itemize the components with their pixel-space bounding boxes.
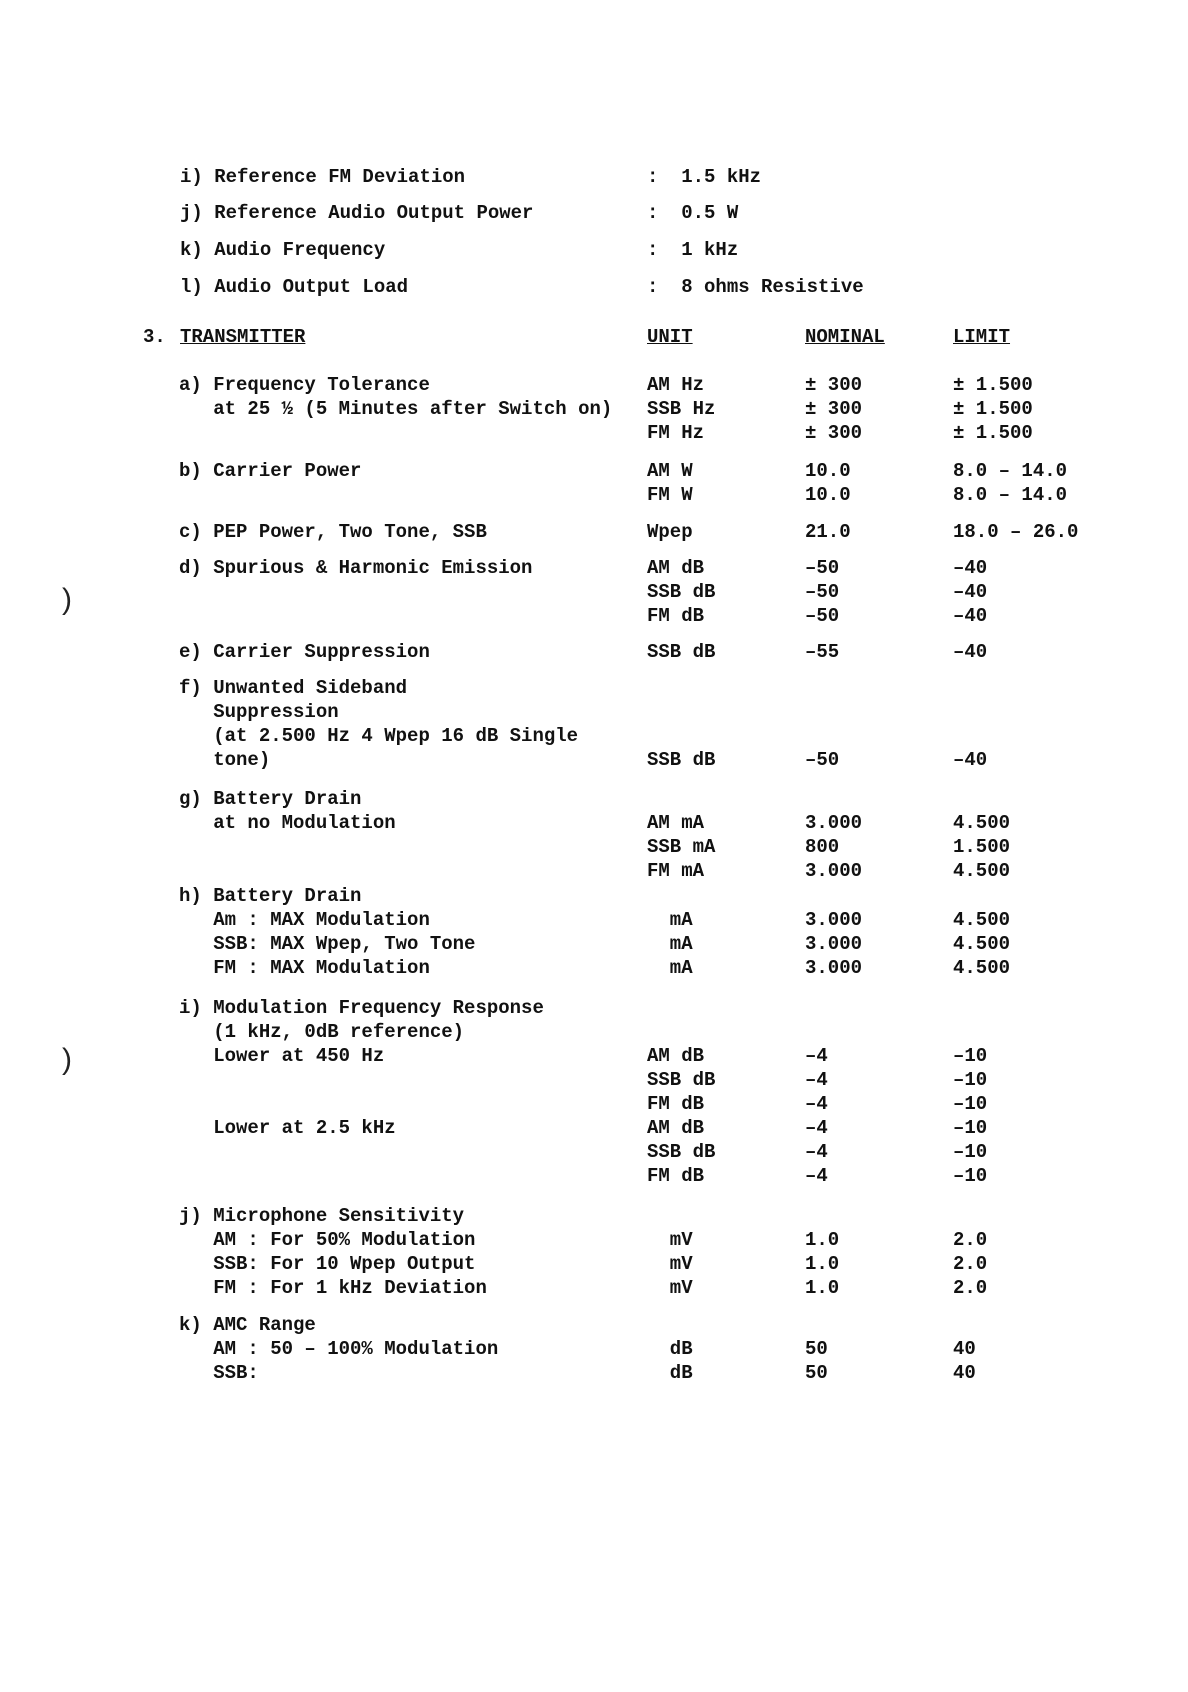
row-limit: –10 [953,1045,988,1067]
row-label: AM : For 50% Modulation [179,1229,476,1251]
row-label: i) Modulation Frequency Response [179,997,544,1019]
row-limit: ± 1.500 [953,422,1033,444]
row-limit: 4.500 [953,957,1011,979]
ref-value: : 0.5 W [647,202,739,224]
row-limit: 8.0 – 14.0 [953,484,1068,506]
row-nominal: 800 [805,836,840,858]
row-label: f) Unwanted Sideband [179,677,408,699]
row-unit: FM Hz [647,422,705,444]
column-header-limit: LIMIT [953,326,1011,348]
row-limit: 40 [953,1338,976,1360]
row-limit: 4.500 [953,812,1011,834]
row-unit: AM dB [647,1117,705,1139]
row-label: at no Modulation [179,812,396,834]
row-nominal: 21.0 [805,521,851,543]
row-nominal: 3.000 [805,933,863,955]
ref-label: k) Audio Frequency [180,239,386,261]
row-nominal: –4 [805,1045,828,1067]
row-label: Lower at 2.5 kHz [179,1117,396,1139]
ref-label: j) Reference Audio Output Power [180,202,534,224]
row-unit: dB [647,1362,693,1384]
row-limit: 2.0 [953,1253,988,1275]
row-nominal: 1.0 [805,1229,840,1251]
row-label: FM : For 1 kHz Deviation [179,1277,487,1299]
row-unit: AM Hz [647,374,705,396]
row-limit: ± 1.500 [953,374,1033,396]
row-limit: 2.0 [953,1277,988,1299]
row-label: SSB: MAX Wpep, Two Tone [179,933,476,955]
row-limit: –10 [953,1165,988,1187]
row-label: j) Microphone Sensitivity [179,1205,465,1227]
row-limit: 40 [953,1362,976,1384]
row-limit: –40 [953,557,988,579]
row-label: SSB: For 10 Wpep Output [179,1253,476,1275]
row-label: FM : MAX Modulation [179,957,430,979]
row-nominal: 1.0 [805,1253,840,1275]
row-label: c) PEP Power, Two Tone, SSB [179,521,487,543]
row-label: tone) [179,749,271,771]
row-unit: SSB Hz [647,398,716,420]
ref-value: : 1 kHz [647,239,739,261]
ref-label: i) Reference FM Deviation [180,166,466,188]
margin-mark: ) [62,583,72,616]
row-nominal: 3.000 [805,909,863,931]
row-limit: 4.500 [953,909,1011,931]
row-unit: mV [647,1229,693,1251]
row-limit: 2.0 [953,1229,988,1251]
row-label: Suppression [179,701,339,723]
row-limit: –40 [953,581,988,603]
row-unit: SSB dB [647,1069,716,1091]
row-unit: SSB dB [647,581,716,603]
row-unit: mV [647,1253,693,1275]
ref-value: : 8 ohms Resistive [647,276,864,298]
row-unit: FM dB [647,1093,705,1115]
row-label: AM : 50 – 100% Modulation [179,1338,499,1360]
row-label: (at 2.500 Hz 4 Wpep 16 dB Single [179,725,579,747]
row-nominal: 50 [805,1362,828,1384]
row-limit: –40 [953,749,988,771]
row-limit: 4.500 [953,860,1011,882]
row-limit: 8.0 – 14.0 [953,460,1068,482]
row-nominal: –50 [805,749,840,771]
row-nominal: –4 [805,1069,828,1091]
row-label: b) Carrier Power [179,460,362,482]
row-nominal: –50 [805,605,840,627]
row-unit: FM dB [647,605,705,627]
row-label: SSB: [179,1362,259,1384]
row-label: at 25 ½ (5 Minutes after Switch on) [179,398,613,420]
row-unit: FM W [647,484,693,506]
row-unit: SSB mA [647,836,716,858]
row-unit: Wpep [647,521,693,543]
row-nominal: 50 [805,1338,828,1360]
row-label: k) AMC Range [179,1314,316,1336]
row-nominal: ± 300 [805,422,863,444]
row-limit: –10 [953,1141,988,1163]
row-nominal: –4 [805,1093,828,1115]
row-limit: 18.0 – 26.0 [953,521,1079,543]
row-label: g) Battery Drain [179,788,362,810]
row-unit: mV [647,1277,693,1299]
row-limit: 1.500 [953,836,1011,858]
row-unit: dB [647,1338,693,1360]
row-label: a) Frequency Tolerance [179,374,430,396]
row-unit: AM W [647,460,693,482]
row-unit: FM dB [647,1165,705,1187]
row-nominal: 10.0 [805,460,851,482]
row-label: (1 kHz, 0dB reference) [179,1021,465,1043]
row-nominal: 3.000 [805,812,863,834]
ref-value: : 1.5 kHz [647,166,762,188]
margin-mark: ) [62,1043,72,1076]
row-label: h) Battery Drain [179,885,362,907]
row-unit: mA [647,933,693,955]
row-nominal: –4 [805,1165,828,1187]
row-nominal: 3.000 [805,957,863,979]
row-nominal: –4 [805,1117,828,1139]
row-nominal: ± 300 [805,398,863,420]
row-label: Am : MAX Modulation [179,909,430,931]
row-unit: AM mA [647,812,705,834]
row-nominal: –50 [805,557,840,579]
row-label: e) Carrier Suppression [179,641,430,663]
ref-label: l) Audio Output Load [180,276,409,298]
section-title: TRANSMITTER [180,326,306,348]
row-label: Lower at 450 Hz [179,1045,385,1067]
row-nominal: ± 300 [805,374,863,396]
row-unit: mA [647,957,693,979]
row-unit: mA [647,909,693,931]
row-unit: AM dB [647,1045,705,1067]
row-limit: –40 [953,605,988,627]
row-nominal: 1.0 [805,1277,840,1299]
column-header-unit: UNIT [647,326,693,348]
row-nominal: 3.000 [805,860,863,882]
section-number: 3. [143,326,166,348]
row-limit: –10 [953,1093,988,1115]
row-label: d) Spurious & Harmonic Emission [179,557,533,579]
column-header-nominal: NOMINAL [805,326,885,348]
row-nominal: –55 [805,641,840,663]
row-limit: –40 [953,641,988,663]
row-nominal: 10.0 [805,484,851,506]
row-nominal: –4 [805,1141,828,1163]
row-limit: 4.500 [953,933,1011,955]
row-limit: ± 1.500 [953,398,1033,420]
row-nominal: –50 [805,581,840,603]
row-unit: FM mA [647,860,705,882]
row-limit: –10 [953,1069,988,1091]
row-unit: AM dB [647,557,705,579]
row-unit: SSB dB [647,641,716,663]
row-unit: SSB dB [647,749,716,771]
row-unit: SSB dB [647,1141,716,1163]
row-limit: –10 [953,1117,988,1139]
